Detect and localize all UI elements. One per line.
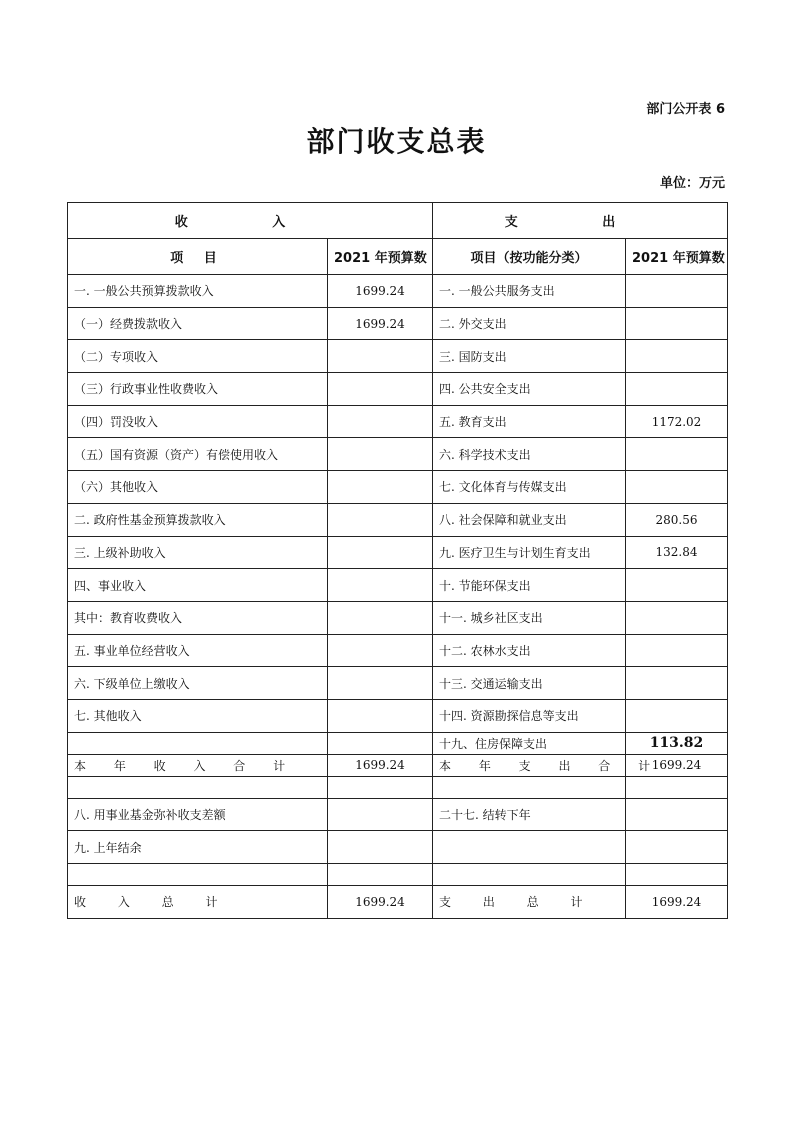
unit-label: 单位：万元 — [659, 176, 725, 191]
budget-summary-table — [67, 202, 728, 919]
expense-value: 1172.02 — [626, 405, 728, 438]
expense-value — [626, 471, 728, 504]
expense-value — [626, 307, 728, 340]
table-row — [68, 699, 728, 732]
grand-expense-total-value: 1699.24 — [626, 886, 728, 919]
income-item: （四）罚没收入 — [68, 405, 328, 438]
empty-cell — [68, 732, 328, 754]
grand-expense-total-label: 支 出 总 计 — [433, 886, 626, 919]
income-item: 七. 其他收入 — [68, 699, 328, 732]
expense-value — [626, 699, 728, 732]
income-item: 一. 一般公共预算拨款收入 — [68, 275, 328, 308]
income-value — [328, 405, 433, 438]
expense-item: 三. 国防支出 — [433, 340, 626, 373]
expense-item: 十. 节能环保支出 — [433, 569, 626, 602]
table-row — [68, 471, 728, 504]
grand-total-row — [68, 886, 728, 919]
table-row — [68, 275, 728, 308]
expense-item: 五. 教育支出 — [433, 405, 626, 438]
expense-value — [626, 340, 728, 373]
income-value: 1699.24 — [328, 307, 433, 340]
table-row — [68, 373, 728, 406]
table-row — [68, 340, 728, 373]
expense-value — [626, 275, 728, 308]
table-row — [68, 667, 728, 700]
carry-forward-item: 二十七. 结转下年 — [433, 798, 626, 831]
expense-item-header: 项目（按功能分类） — [433, 239, 626, 275]
income-item: （二）专项收入 — [68, 340, 328, 373]
expense-item: 十三. 交通运输支出 — [433, 667, 626, 700]
expense-value — [626, 634, 728, 667]
expense-item: 一. 一般公共服务支出 — [433, 275, 626, 308]
housing-expense-value: 113.82 — [626, 732, 728, 754]
table-row — [68, 438, 728, 471]
table-row — [68, 798, 728, 831]
income-value: 1699.24 — [328, 275, 433, 308]
empty-cell — [328, 732, 433, 754]
expense-budget-header: 2021 年预算数 — [626, 239, 728, 275]
page-title: 部门收支总表 — [306, 125, 487, 158]
empty-cell — [626, 776, 728, 798]
empty-cell — [328, 798, 433, 831]
expense-item: 十一. 城乡社区支出 — [433, 601, 626, 634]
income-item: 三. 上级补助收入 — [68, 536, 328, 569]
expense-value — [626, 667, 728, 700]
empty-cell — [328, 831, 433, 864]
spacer-row — [68, 776, 728, 798]
income-item: 四、事业收入 — [68, 569, 328, 602]
table-number-label: 部门公开表 6 — [646, 102, 725, 117]
table-row — [68, 601, 728, 634]
income-value — [328, 438, 433, 471]
year-income-total-value: 1699.24 — [328, 754, 433, 776]
expense-value — [626, 373, 728, 406]
expense-item: 九. 医疗卫生与计划生育支出 — [433, 536, 626, 569]
income-item: 六. 下级单位上缴收入 — [68, 667, 328, 700]
expense-group-header: 支 出 — [433, 203, 728, 239]
fund-income-item: 八. 用事业基金弥补收支差额 — [68, 798, 328, 831]
column-header-row — [68, 239, 728, 275]
group-header-row — [68, 203, 728, 239]
income-value — [328, 699, 433, 732]
table-row — [68, 569, 728, 602]
prior-balance-item: 九. 上年结余 — [68, 831, 328, 864]
income-value — [328, 601, 433, 634]
expense-item: 八. 社会保障和就业支出 — [433, 503, 626, 536]
housing-row — [68, 732, 728, 754]
year-total-row — [68, 754, 728, 776]
expense-value — [626, 601, 728, 634]
year-expense-total-value: 1699.24 — [626, 754, 728, 776]
income-item: （三）行政事业性收费收入 — [68, 373, 328, 406]
expense-value: 280.56 — [626, 503, 728, 536]
expense-item: 七. 文化体育与传媒支出 — [433, 471, 626, 504]
expense-item: 六. 科学技术支出 — [433, 438, 626, 471]
income-value — [328, 471, 433, 504]
empty-cell — [433, 864, 626, 886]
empty-cell — [68, 864, 328, 886]
empty-cell — [433, 831, 626, 864]
empty-cell — [68, 776, 328, 798]
expense-item: 二. 外交支出 — [433, 307, 626, 340]
table-row — [68, 405, 728, 438]
income-value — [328, 536, 433, 569]
expense-value: 132.84 — [626, 536, 728, 569]
table-row — [68, 536, 728, 569]
empty-cell — [626, 831, 728, 864]
empty-cell — [433, 776, 626, 798]
income-value — [328, 667, 433, 700]
grand-income-total-label: 收 入 总 计 — [68, 886, 328, 919]
expense-item: 十二. 农林水支出 — [433, 634, 626, 667]
income-value — [328, 340, 433, 373]
empty-cell — [626, 798, 728, 831]
income-value — [328, 634, 433, 667]
expense-item: 十四. 资源勘探信息等支出 — [433, 699, 626, 732]
grand-income-total-value: 1699.24 — [328, 886, 433, 919]
housing-expense-item: 十九、住房保障支出 — [433, 732, 626, 754]
empty-cell — [328, 864, 433, 886]
expense-item: 四. 公共安全支出 — [433, 373, 626, 406]
expense-value — [626, 438, 728, 471]
income-group-header: 收 入 — [68, 203, 433, 239]
income-item: （五）国有资源（资产）有偿使用收入 — [68, 438, 328, 471]
empty-cell — [626, 864, 728, 886]
year-expense-total-label: 本 年 支 出 合 计 — [433, 754, 626, 776]
income-value — [328, 373, 433, 406]
income-budget-header: 2021 年预算数 — [328, 239, 433, 275]
table-row — [68, 307, 728, 340]
income-item: （六）其他收入 — [68, 471, 328, 504]
spacer-row — [68, 864, 728, 886]
income-item: 二. 政府性基金预算拨款收入 — [68, 503, 328, 536]
table-row — [68, 503, 728, 536]
expense-value — [626, 569, 728, 602]
income-item: （一）经费拨款收入 — [68, 307, 328, 340]
income-value — [328, 503, 433, 536]
empty-cell — [328, 776, 433, 798]
year-income-total-label: 本 年 收 入 合 计 — [68, 754, 328, 776]
income-item: 五. 事业单位经营收入 — [68, 634, 328, 667]
table-row — [68, 831, 728, 864]
table-row — [68, 634, 728, 667]
income-item: 其中：教育收费收入 — [68, 601, 328, 634]
income-item-header: 项 目 — [68, 239, 328, 275]
income-value — [328, 569, 433, 602]
